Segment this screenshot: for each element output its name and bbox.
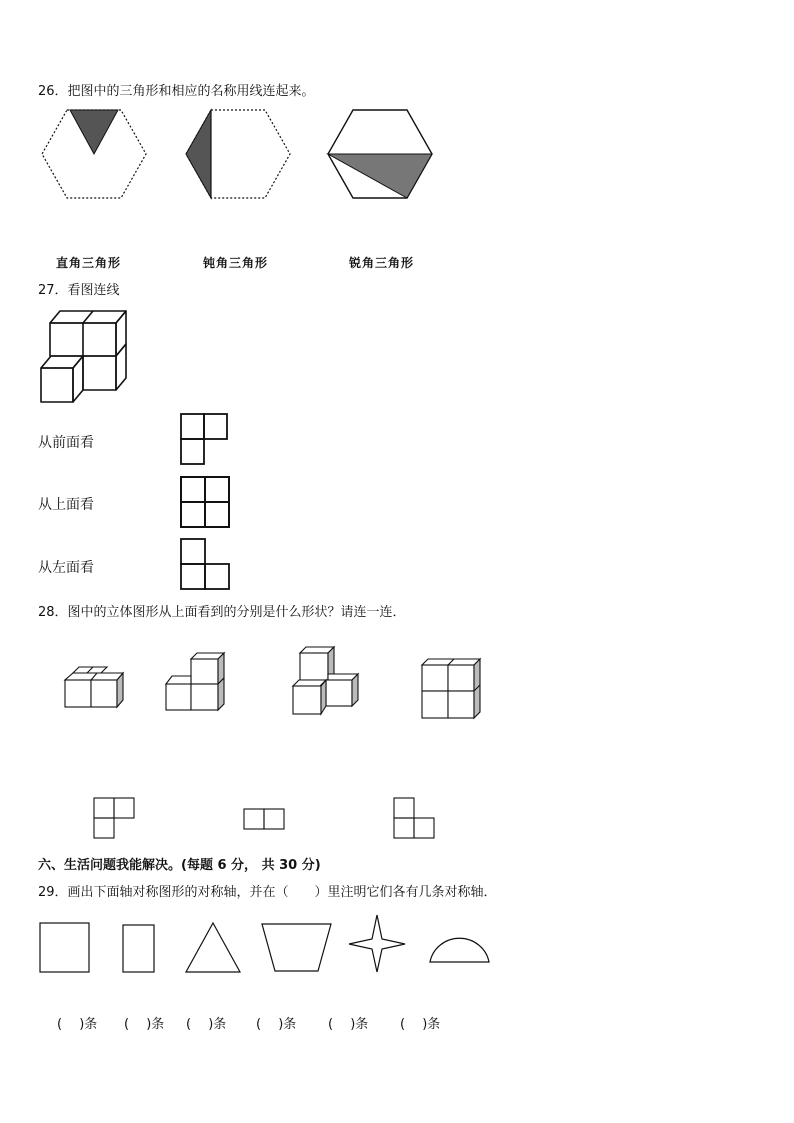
- semicircle-icon: [429, 932, 491, 964]
- rectangle-icon: [122, 924, 156, 974]
- hexagon-icon-1: [40, 108, 148, 200]
- solid-figure-icon-3: [292, 646, 362, 716]
- answer-blank-1[interactable]: ( )条: [57, 1017, 98, 1032]
- view-top-label: 从上面看: [38, 497, 94, 513]
- view-2x2-grid-icon: [180, 476, 232, 530]
- view-left-label: 从左面看: [38, 560, 94, 576]
- solid-figure-icon-2: [165, 652, 227, 712]
- hexagon-icon-3: [326, 108, 434, 200]
- q28-question: 28．图中的立体图形从上面看到的分别是什么形状？请连一连．: [38, 605, 406, 620]
- square-icon: [39, 922, 91, 974]
- view-front-label: 从前面看: [38, 435, 94, 451]
- top-view-option-icon-2: [243, 808, 287, 830]
- solid-figure-icon-1: [64, 666, 126, 710]
- top-view-option-icon-1: [93, 797, 137, 839]
- hexagon-icon-2: [184, 108, 292, 200]
- triangle-icon: [184, 922, 242, 974]
- answer-blank-3[interactable]: ( )条: [186, 1017, 227, 1032]
- trapezoid-icon: [261, 923, 333, 973]
- view-l-shape-icon-1: [180, 413, 230, 467]
- label-right-triangle: 直角三角形: [56, 256, 122, 270]
- cube-stack-icon: [40, 310, 132, 404]
- q29-question: 29．画出下面轴对称图形的对称轴，并在（ ）里注明它们各有几条对称轴．: [38, 885, 497, 900]
- section6-heading: 六、生活问题我能解决。(每题 6 分， 共 30 分): [38, 858, 321, 873]
- solid-figure-icon-4: [421, 658, 483, 720]
- four-point-star-icon: [347, 914, 407, 974]
- q27-question: 27．看图连线: [38, 283, 120, 298]
- answer-blank-2[interactable]: ( )条: [124, 1017, 165, 1032]
- view-l-shape-icon-2: [180, 538, 232, 592]
- label-obtuse-triangle: 钝角三角形: [203, 256, 269, 270]
- right-triangle-shade: [70, 110, 118, 154]
- answer-blank-5[interactable]: ( )条: [328, 1017, 369, 1032]
- answer-blank-4[interactable]: ( )条: [256, 1017, 297, 1032]
- top-view-option-icon-3: [393, 797, 437, 839]
- label-acute-triangle: 锐角三角形: [349, 256, 415, 270]
- acute-triangle-shade: [328, 154, 432, 198]
- obtuse-triangle-shade: [186, 110, 211, 198]
- answer-blank-6[interactable]: ( )条: [400, 1017, 441, 1032]
- q26-question: 26．把图中的三角形和相应的名称用线连起来。: [38, 84, 315, 99]
